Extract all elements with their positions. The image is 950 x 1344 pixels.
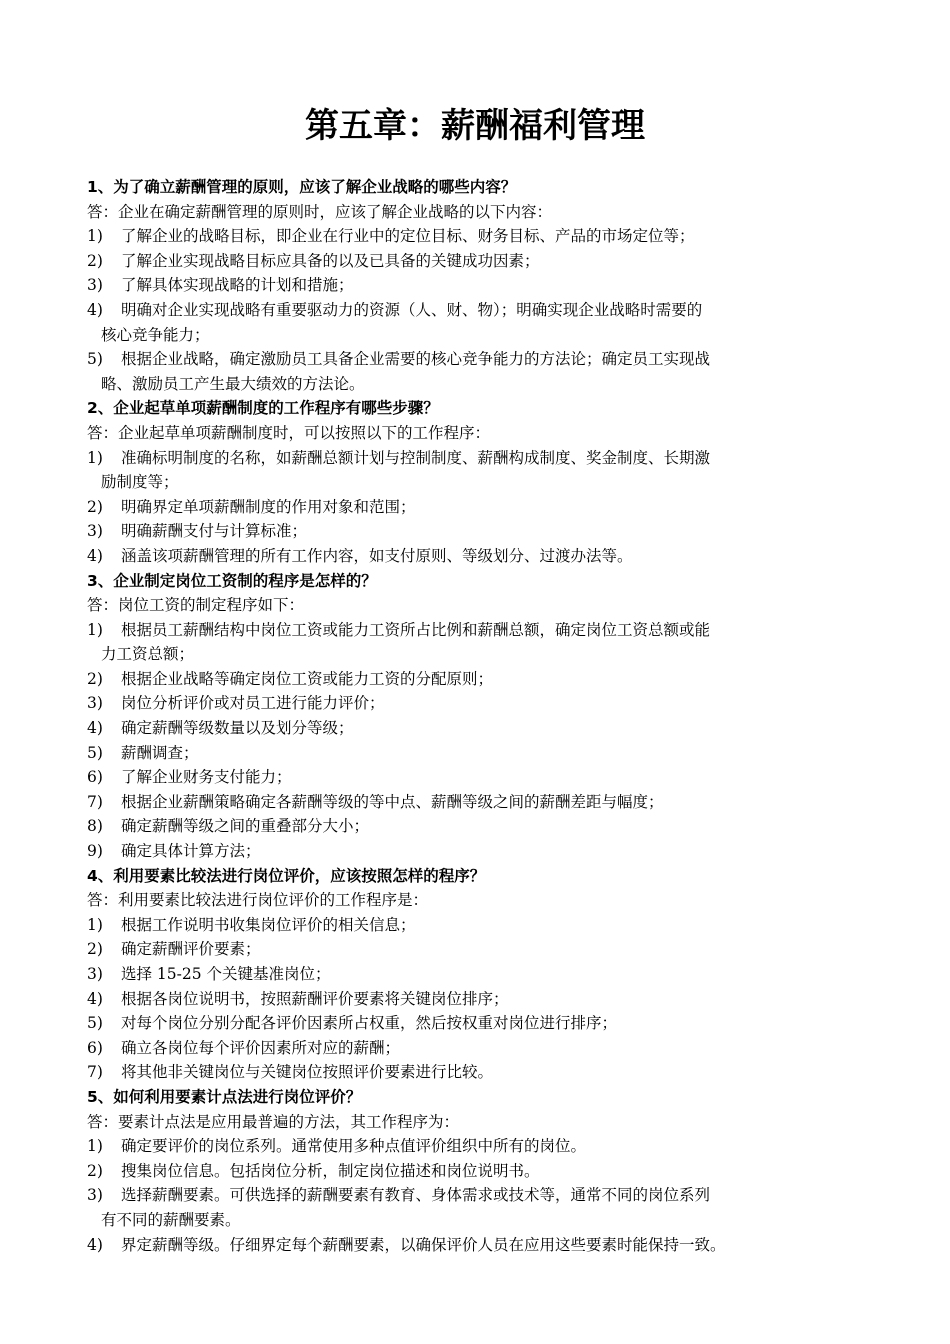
list-item-line: 确定具体计算方法；	[121, 842, 261, 861]
list-item-number: 3)	[87, 694, 103, 713]
list-item-line: 对每个岗位分别分配各评价因素所占权重，然后按权重对岗位进行排序；	[121, 1014, 618, 1033]
list-item-number: 7)	[87, 1063, 103, 1082]
list-item-line: 了解具体实现战略的计划和措施；	[121, 276, 354, 295]
list-item	[87, 298, 857, 347]
list-item	[87, 1159, 857, 1184]
list-item-line: 根据企业薪酬策略确定各薪酬等级的等中点、薪酬等级之间的薪酬差距与幅度；	[121, 792, 664, 811]
list-item-number: 7)	[87, 792, 103, 811]
list-item	[87, 1183, 857, 1232]
list-item-number: 4)	[87, 719, 103, 738]
list-item-line: 明确对企业实现战略有重要驱动力的资源（人、财、物）；明确实现企业战略时需要的	[121, 300, 703, 319]
answer-intro: 答：企业起草单项薪酬制度时，可以按照以下的工作程序：	[87, 423, 491, 442]
list-item-line: 确定要评价的岗位系列。通常使用多种点值评价组织中所有的岗位。	[121, 1137, 587, 1156]
list-item-line: 准确标明制度的名称，如薪酬总额计划与控制制度、薪酬构成制度、奖金制度、长期激	[121, 448, 711, 467]
list-item-number: 5)	[87, 1014, 103, 1033]
answer-intro: 答：要素计点法是应用最普遍的方法，其工作程序为：	[87, 1112, 460, 1131]
list-item-number: 3)	[87, 965, 103, 983]
list-item-line: 确定薪酬评价要素；	[121, 940, 261, 959]
question-heading: 5、如何利用要素计点法进行岗位评价？	[87, 1087, 362, 1106]
list-item-line: 薪酬调查；	[121, 743, 199, 762]
list-item-line: 确定薪酬等级数量以及划分等级；	[121, 719, 354, 738]
list-item-number: 3)	[87, 522, 103, 541]
list-item	[87, 347, 857, 396]
list-item-number: 1)	[87, 227, 103, 246]
question-heading: 3、企业制定岗位工资制的程序是怎样的？	[87, 571, 377, 590]
list-item-number: 2)	[87, 251, 103, 270]
list-item-line: 略、激励员工产生最大绩效的方法论。	[101, 374, 365, 393]
list-item	[87, 913, 857, 938]
list-item-line: 根据各岗位说明书，按照薪酬评价要素将关键岗位排序；	[121, 989, 509, 1008]
list-item-line: 根据企业战略等确定岗位工资或能力工资的分配原则；	[121, 669, 494, 688]
list-item	[87, 1233, 857, 1258]
list-item-line: 根据工作说明书收集岗位评价的相关信息；	[121, 915, 416, 934]
list-item	[87, 618, 857, 667]
list-item-number: 6)	[87, 1038, 103, 1057]
answer-intro: 答：利用要素比较法进行岗位评价的工作程序是：	[87, 891, 429, 910]
list-item-number: 2)	[87, 669, 103, 688]
list-item-line: 界定薪酬等级。仔细界定每个薪酬要素，以确保评价人员在应用这些要素时能保持一致。	[121, 1235, 726, 1254]
list-item	[87, 667, 857, 692]
list-item-number: 3)	[87, 1186, 103, 1205]
list-item-line: 了解企业实现战略目标应具备的以及已具备的关键成功因素；	[121, 251, 540, 270]
list-item-number: 4)	[87, 1235, 103, 1254]
question-heading: 2、企业起草单项薪酬制度的工作程序有哪些步骤？	[87, 399, 439, 418]
answer-intro: 答：企业在确定薪酬管理的原则时，应该了解企业战略的以下内容：	[87, 202, 553, 221]
list-item-number: 2)	[87, 497, 103, 516]
list-item-number: 6)	[87, 768, 103, 787]
list-item-number: 2)	[87, 1161, 103, 1180]
list-item-number: 5)	[87, 350, 103, 369]
list-item-number: 2)	[87, 940, 103, 959]
list-item	[87, 814, 857, 839]
list-item-number: 4)	[87, 546, 103, 565]
list-item-number: 1)	[87, 620, 103, 639]
list-item-line: 根据企业战略，确定激励员工具备企业需要的核心竞争能力的方法论；确定员工实现战	[121, 350, 711, 369]
list-item-line: 力工资总额；	[101, 645, 195, 664]
answer-intro: 答：岗位工资的制定程序如下：	[87, 596, 305, 615]
list-item-number: 3)	[87, 276, 103, 295]
list-item-number: 5)	[87, 743, 103, 762]
list-item-line: 选择薪酬要素。可供选择的薪酬要素有教育、身体需求或技术等，通常不同的岗位系列	[121, 1186, 711, 1205]
list-item	[87, 446, 857, 495]
question-heading: 1、为了确立薪酬管理的原则，应该了解企业战略的哪些内容？	[87, 178, 517, 196]
list-item-line: 搜集岗位信息。包括岗位分析，制定岗位描述和岗位说明书。	[121, 1161, 540, 1180]
list-item	[87, 691, 857, 716]
list-item-line: 岗位分析评价或对员工进行能力评价；	[121, 694, 385, 713]
list-item	[87, 765, 857, 790]
list-item	[87, 716, 857, 741]
list-item	[87, 249, 857, 274]
list-item-number: 4)	[87, 989, 103, 1008]
document-body	[87, 175, 857, 1257]
list-item	[87, 839, 857, 864]
list-item-line: 将其他非关键岗位与关键岗位按照评价要素进行比较。	[121, 1063, 494, 1082]
list-item	[87, 962, 857, 987]
list-item	[87, 1036, 857, 1061]
list-item	[87, 937, 857, 962]
list-item	[87, 1060, 857, 1085]
list-item-line: 励制度等；	[101, 473, 179, 492]
list-item	[87, 544, 857, 569]
list-item-line: 了解企业财务支付能力；	[121, 768, 292, 787]
list-item-number: 1)	[87, 1137, 103, 1156]
list-item-line: 核心竞争能力；	[101, 325, 210, 344]
list-item-line: 选择 15-25 个关键基准岗位；	[121, 965, 331, 983]
list-item	[87, 495, 857, 520]
list-item-number: 4)	[87, 300, 103, 319]
list-item-line: 根据员工薪酬结构中岗位工资或能力工资所占比例和薪酬总额，确定岗位工资总额或能	[121, 620, 711, 639]
question-heading: 4、利用要素比较法进行岗位评价，应该按照怎样的程序？	[87, 866, 486, 885]
list-item	[87, 224, 857, 249]
list-item	[87, 790, 857, 815]
list-item	[87, 1011, 857, 1036]
list-item	[87, 987, 857, 1012]
list-item	[87, 741, 857, 766]
list-item-line: 明确薪酬支付与计算标准；	[121, 522, 308, 541]
page-title: 第五章：薪酬福利管理	[305, 106, 645, 146]
list-item-line: 涵盖该项薪酬管理的所有工作内容，如支付原则、等级划分、过渡办法等。	[121, 546, 633, 565]
list-item	[87, 1134, 857, 1159]
list-item-number: 1)	[87, 448, 103, 467]
list-item-line: 确定薪酬等级之间的重叠部分大小；	[121, 817, 370, 836]
list-item	[87, 273, 857, 298]
list-item-line: 确立各岗位每个评价因素所对应的薪酬；	[121, 1038, 401, 1057]
list-item-number: 9)	[87, 842, 103, 861]
list-item-line: 了解企业的战略目标，即企业在行业中的定位目标、财务目标、产品的市场定位等；	[121, 227, 695, 246]
list-item-number: 1)	[87, 915, 103, 934]
list-item-line: 有不同的薪酬要素。	[101, 1210, 241, 1229]
list-item	[87, 519, 857, 544]
list-item-line: 明确界定单项薪酬制度的作用对象和范围；	[121, 497, 416, 516]
list-item-number: 8)	[87, 817, 103, 836]
